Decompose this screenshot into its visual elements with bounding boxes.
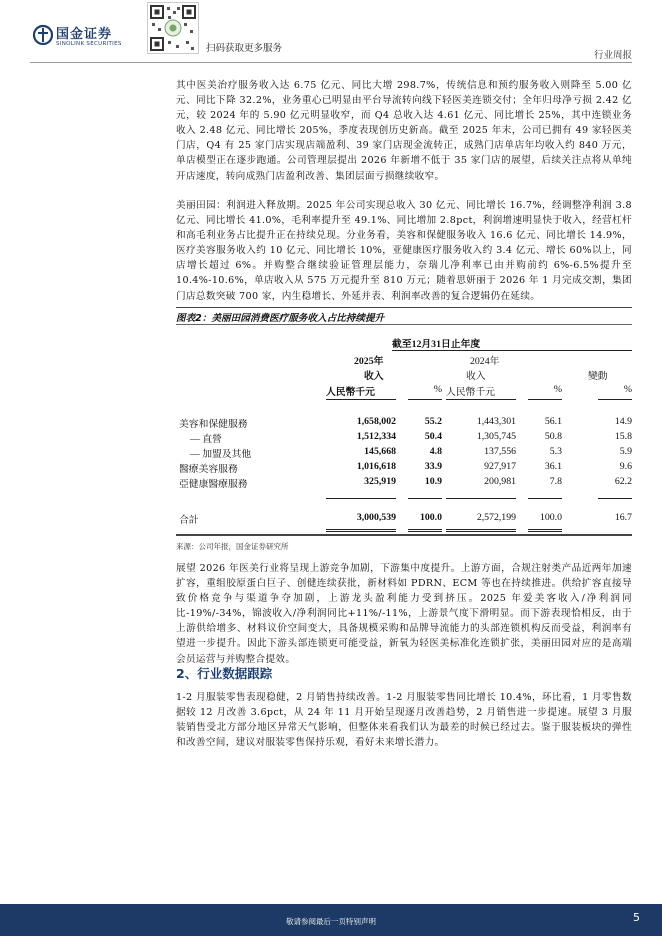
row-pct-2024: 50.8 <box>544 431 562 442</box>
row-change: 15.8 <box>614 431 632 442</box>
table-double-rule <box>446 531 516 532</box>
qr-caption: 扫码获取更多服务 <box>206 43 283 54</box>
row-value-2025: 1,658,002 <box>356 416 396 427</box>
footer-disclaimer[interactable]: 敬请参阅最后一页特别声明 <box>286 917 376 926</box>
row-pct-2024: 36.1 <box>544 461 562 472</box>
section-heading: 2、行业数据跟踪 <box>176 666 273 681</box>
table-col-rule <box>446 399 516 400</box>
table-double-rule <box>528 529 562 530</box>
figure-source: 来源：公司年报，国金证券研究所 <box>176 542 289 551</box>
row-change: 5.9 <box>619 446 632 457</box>
table-year-2025: 2025年 <box>354 356 384 367</box>
logo-chinese-name: 国金证券 <box>56 27 113 42</box>
figure-bottom-rule <box>176 534 632 536</box>
total-value-2025: 3,000,539 <box>356 512 396 523</box>
logo-english-name: SINOLINK SECURITIES <box>56 41 122 47</box>
header-divider <box>30 62 632 63</box>
table-total-rule <box>408 498 442 499</box>
row-label: — 直營 <box>190 434 222 445</box>
table-col-rule <box>598 399 632 400</box>
table-header-rule <box>392 350 632 351</box>
row-pct-2025: 4.8 <box>429 446 442 457</box>
row-pct-2024: 5.3 <box>549 446 562 457</box>
table-unit-2024: 人民幣千元 <box>446 387 495 398</box>
row-label: 醫療美容服務 <box>179 464 238 475</box>
row-pct-2024: 56.1 <box>544 416 562 427</box>
qr-code-icon <box>148 3 198 53</box>
row-change: 9.6 <box>619 461 632 472</box>
table-total-rule <box>326 498 396 499</box>
table-total-rule <box>446 498 516 499</box>
table-double-rule <box>408 531 442 532</box>
table-revenue-2025: 收入 <box>364 371 384 382</box>
table-col-rule <box>326 399 396 400</box>
row-value-2025: 1,016,618 <box>356 461 396 472</box>
total-pct-2024: 100.0 <box>539 512 562 523</box>
total-label: 合計 <box>179 515 199 526</box>
row-value-2024: 200,981 <box>484 476 516 487</box>
row-pct-2024: 7.8 <box>549 476 562 487</box>
row-change: 62.2 <box>614 476 632 487</box>
total-value-2024: 2,572,199 <box>476 512 516 523</box>
row-value-2024: 137,556 <box>484 446 516 457</box>
table-double-rule <box>528 531 562 532</box>
table-col-rule <box>408 399 442 400</box>
table-unit-2025: 人民幣千元 <box>326 387 375 398</box>
page-number: 5 <box>633 911 640 924</box>
table-change-header: 變動 <box>588 371 608 382</box>
row-value-2024: 1,443,301 <box>476 416 516 427</box>
row-value-2025: 325,919 <box>364 476 396 487</box>
table-year-2024: 2024年 <box>470 356 500 367</box>
row-pct-2025: 33.9 <box>424 461 442 472</box>
paragraph-outlook: 展望 2026 年医美行业将呈现上游竞争加剧，下游集中度提升。上游方面，合规注射类产品近两年加速扩容，重组胶原蛋白巨子、创健连续获批，新材料如 PDRN、ECM 等也在持续推进。供给扩容直接导致价格竞争与渠道争夺加剧，上游龙头盈利能力受到挤压。2025 年爱美客收入/净利润同比-19%/-34%，锦波收入/净利润同比+11%/-11%，上游景气度下滑明显。而下游表现恰相反，由于上游供给增多、材料议价空间变大，具备规模采购和品牌导流能力的头部连锁机构反而受益，利润率有望进一步提升。因此下游头部连锁更可能受益，新氧为轻医美标准化连锁扩张，美丽田园对应的是高端会员运营与并购整合提效。 <box>176 563 632 665</box>
row-label: 亞健康醫療服務 <box>179 479 248 490</box>
table-total-rule <box>598 498 632 499</box>
row-label: — 加盟及其他 <box>190 449 252 460</box>
row-value-2024: 1,305,745 <box>476 431 516 442</box>
table-revenue-2024: 收入 <box>466 371 486 382</box>
total-pct-2025: 100.0 <box>419 512 442 523</box>
table-total-rule <box>528 498 562 499</box>
company-logo <box>33 22 143 52</box>
table-double-rule <box>326 531 396 532</box>
row-pct-2025: 55.2 <box>424 416 442 427</box>
sinolink-logo-icon <box>33 24 53 46</box>
total-change: 16.7 <box>614 512 632 523</box>
paragraph-apparel: 1-2 月服装零售表现稳健，2 月销售持续改善。1-2 月服装零售同比增长 10.4%，环比看，1 月零售数据较 12 月改善 3.6pct，从 24 年 11 月开始呈现逐月改善趋势，2 月销售进一步提速。展望 3 月服装销售受北方部分地区异常天气影响，但整体来看我们认为最差的时候已经过去。鉴于服装板块的弹性和改善空间，建议对服装零售保持乐观，看好未来增长潜力。 <box>176 692 632 749</box>
row-value-2025: 1,512,334 <box>356 431 396 442</box>
table-col-rule <box>528 399 562 400</box>
table-period-header: 截至12月31日止年度 <box>392 339 481 350</box>
row-pct-2025: 10.9 <box>424 476 442 487</box>
qr-code[interactable] <box>147 2 199 54</box>
table-pct-change: % <box>623 384 632 395</box>
row-label: 美容和保健服務 <box>179 419 248 430</box>
table-pct-2025: % <box>433 384 442 395</box>
table-double-rule <box>326 529 396 530</box>
row-value-2024: 927,917 <box>484 461 516 472</box>
revenue-table <box>176 330 632 540</box>
table-double-rule <box>446 529 516 530</box>
report-type-label: 行业周报 <box>593 50 632 61</box>
paragraph-beauty-farm: 美丽田园：利润进入释放期。2025 年公司实现总收入 30 亿元、同比增长 16.7%，经调整净利润 3.8 亿元、同比增长 41.0%，毛利率提升至 49.1%、同比增加 2.8pct，利润增速明显快于收入，经营杠杆和高毛利业务占比提升正在持续兑现。分业务看，美容和保健服务收入 16.6 亿元、同比增长 14.9%，医疗美容服务收入约 10 亿元、同比增长 10%，亚健康医疗服务收入约 3.4 亿元、增长 60%以上，同店增长超过 6%。并购整合继续验证管理层能力，奈瑞儿净利率已由并购前约 6%-6.5%提升至 10.4%-10.6%，单店收入从 575 万元提升至 810 万元；随着思妍丽于 2026 年 1 月完成交割，集团门店总数突破 700 家，内生稳增长、外延并表、利润率改善的复合逻辑仍在延续。 <box>176 200 632 302</box>
table-pct-2024: % <box>553 384 562 395</box>
paragraph-soyoung: 其中医美治疗服务收入达 6.75 亿元、同比大增 298.7%，传统信息和预约服务收入则降至 5.00 亿元、同比下降 32.2%，业务重心已明显由平台导流转向线下轻医美连锁交付；全年归母净亏损 2.42 亿元，较 2024 年的 5.90 亿元明显收窄，而 Q4 总收入达 4.61 亿元、同比增长 25%，其中连锁业务收入 2.48 亿元、同比增长 205%，季度表现创历史新高。截至 2025 年末，公司已拥有 49 家轻医美门店，Q4 有 25 家门店实现店端盈利、39 家门店现金流转正，成熟门店单店年均收入约 840 万元，单店模型正在逐步跑通。公司管理层提出 2026 年新增不低于 35 家门店的展望，后续关注点将从单纯开店速度，转向成熟门店盈利改善、集团层面亏损继续收窄。 <box>176 80 632 182</box>
page-header <box>0 0 662 66</box>
figure-title: 图表2：美丽田园消费医疗服务收入占比持续提升 <box>176 307 632 325</box>
row-change: 14.9 <box>614 416 632 427</box>
row-value-2025: 145,668 <box>364 446 396 457</box>
row-pct-2025: 50.4 <box>424 431 442 442</box>
table-double-rule <box>408 529 442 530</box>
